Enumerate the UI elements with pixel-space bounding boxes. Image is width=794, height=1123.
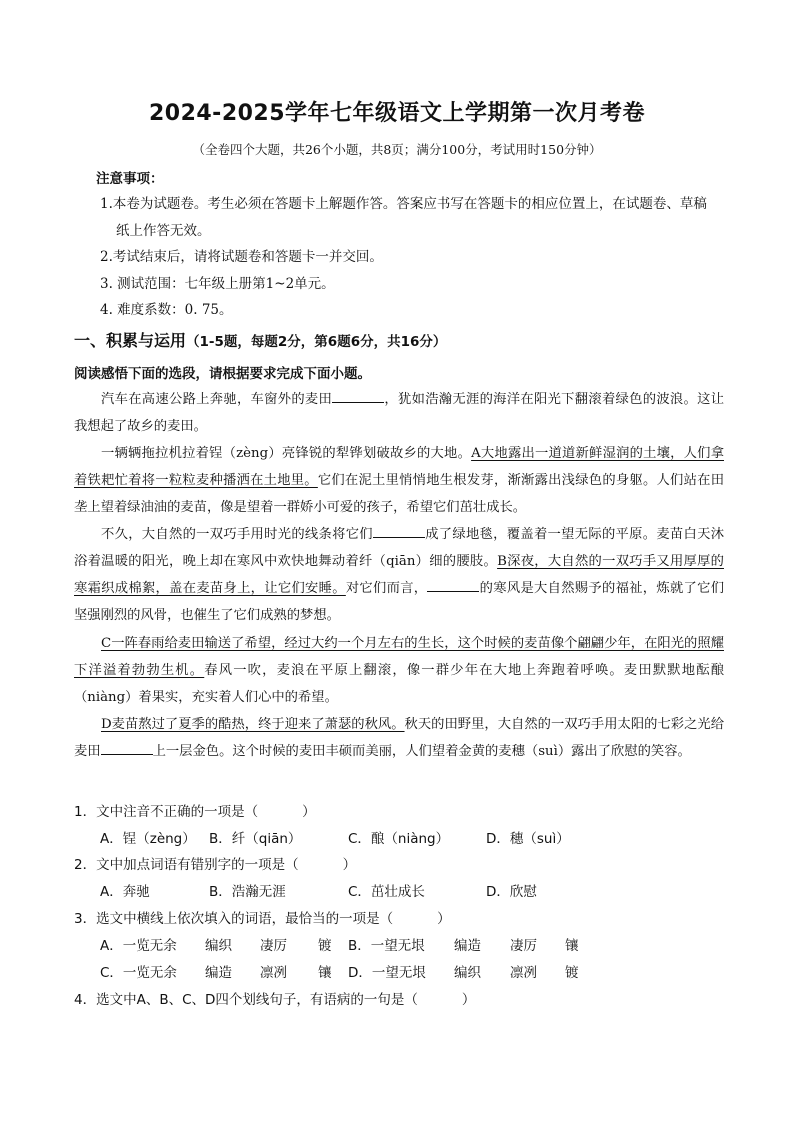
question-2: 2．文中加点词语有错别字的一项是（ ） — [74, 857, 357, 873]
page-subtitle: （全卷四个大题，共26个小题，共8页；满分100分，考试用时150分钟） — [192, 142, 602, 157]
passage-paragraph-4: C一阵春雨给麦田输送了希望，经过大约一个月左右的生长，这个时候的麦苗像个翩翩少年，在阳光的照耀下洋溢着勃勃生机。春风一吹，麦浪在平原上翻滚，像一群少年在大地上奔跑着呼唤。麦田默默地酝酿（niàng）着果实，充实着人们心中的希望。 — [74, 636, 725, 705]
underlined-sentence-b: B深夜，大自然的一双巧手又用厚厚的寒霜织成棉絮，盖在麦苗身上，让它们安睡。 — [74, 554, 724, 596]
q3-option-d[interactable]: D．一望无垠 编织 凛冽 镀 — [348, 965, 579, 981]
q3-option-b[interactable]: B．一望无垠 编造 凄厉 镶 — [348, 938, 579, 954]
q1-option-d[interactable]: D．穗（suì） — [486, 831, 570, 847]
section-instruction: 阅读感悟下面的选段，请根据要求完成下面小题。 — [74, 366, 371, 382]
q1-option-a[interactable]: A．锃（zèng） — [100, 831, 196, 847]
fill-blank-1 — [332, 388, 384, 403]
fill-blank-4 — [101, 740, 153, 755]
q1-option-b[interactable]: B．纤（qiān） — [209, 831, 302, 847]
underlined-sentence-c: C一阵春雨给麦田输送了希望，经过大约一个月左右的生长，这个时候的麦苗像个翩翩少年，在阳光的照耀下洋溢着勃勃生机。 — [74, 636, 724, 678]
passage-paragraph-2: 一辆辆拖拉机拉着锃（zèng）亮锋锐的犁铧划破故乡的大地。A大地露出一道道新鲜湿润的土壤，人们拿着铁耙忙着将一粒粒麦种播洒在土地里。它们在泥土里悄悄地生根发芽，渐渐露出浅绿色的身躯。人们站在田垄上望着绿油油的麦苗，像是望着一群娇小可爱的孩子，希望它们茁壮成长。 — [74, 446, 724, 515]
q3-option-a[interactable]: A．一览无余 编织 凄厉 镀 — [100, 938, 332, 954]
fill-blank-2 — [373, 523, 425, 538]
underlined-sentence-a: A大地露出一道道新鲜湿润的土壤，人们拿着铁耙忙着将一粒粒麦种播洒在土地里。 — [74, 446, 724, 488]
section-title: 一、积累与运用 — [74, 331, 187, 350]
notice-item-2: 2.考试结束后，请将试题卷和答题卡一并交回。 — [100, 249, 383, 265]
section-note: （1-5题，每题2分，第6题6分，共16分） — [186, 334, 447, 350]
passage-paragraph-3: 不久，大自然的一双巧手用时光的线条将它们 成了绿地毯，覆盖着一望无际的平原。麦苗白天沐浴着温暖的阳光，晚上却在寒风中欢快地舞动着纤（qiān）细的腰肢。B深夜，大自然的一双巧手又用厚厚的寒霜织成棉絮，盖在麦苗身上，让它们安睡。对它们而言， 的寒风是大自然赐予的福祉，炼就了它们坚强刚烈的风骨，也催生了它们成熟的梦想。 — [74, 521, 724, 629]
notice-item-3: 3. 测试范围：七年级上册第1~2单元。 — [100, 276, 335, 292]
fill-blank-3 — [427, 577, 479, 592]
notice-item-4: 4. 难度系数：0. 75。 — [100, 302, 233, 318]
passage-paragraph-1: 汽车在高速公路上奔驰，车窗外的麦田 ，犹如浩瀚无涯的海洋在阳光下翻滚着绿色的波浪。这让我想起了故乡的麦田。 — [74, 386, 724, 440]
q2-option-a[interactable]: A．奔驰 — [100, 884, 150, 900]
notice-heading: 注意事项： — [96, 171, 164, 187]
q3-option-c[interactable]: C．一览无余 编造 凛冽 镶 — [100, 965, 332, 981]
question-4: 4．选文中A、B、C、D四个划线句子，有语病的一句是（ ） — [74, 992, 476, 1008]
underlined-sentence-d: D麦苗熬过了夏季的酷热，终于迎来了萧瑟的秋风。 — [101, 717, 405, 732]
q2-option-c[interactable]: C．茁壮成长 — [348, 884, 425, 900]
q1-option-c[interactable]: C．酿（niàng） — [348, 831, 450, 847]
q2-option-d[interactable]: D．欣慰 — [486, 884, 537, 900]
notice-item-1: 1.本卷为试题卷。考生必须在答题卡上解题作答。答案应书写在答题卡的相应位置上，在试题卷、草稿 — [100, 196, 707, 212]
question-1: 1．文中注音不正确的一项是（ ） — [74, 804, 316, 820]
section-heading — [74, 328, 446, 351]
passage-paragraph-5: D麦苗熬过了夏季的酷热，终于迎来了萧瑟的秋风。秋天的田野里，大自然的一双巧手用太阳的七彩之光给麦田 上一层金色。这个时候的麦田丰硕而美丽，人们望着金黄的麦穗（suì）露出了欣慰的笑容。 — [74, 717, 724, 759]
notice-item-1-cont: 纸上作答无效。 — [116, 223, 211, 239]
q2-option-b[interactable]: B．浩瀚无涯 — [209, 884, 286, 900]
question-3: 3．选文中横线上依次填入的词语，最恰当的一项是（ ） — [74, 911, 451, 927]
page-title: 2024-2025学年七年级语文上学期第一次月考卷 — [148, 101, 646, 126]
